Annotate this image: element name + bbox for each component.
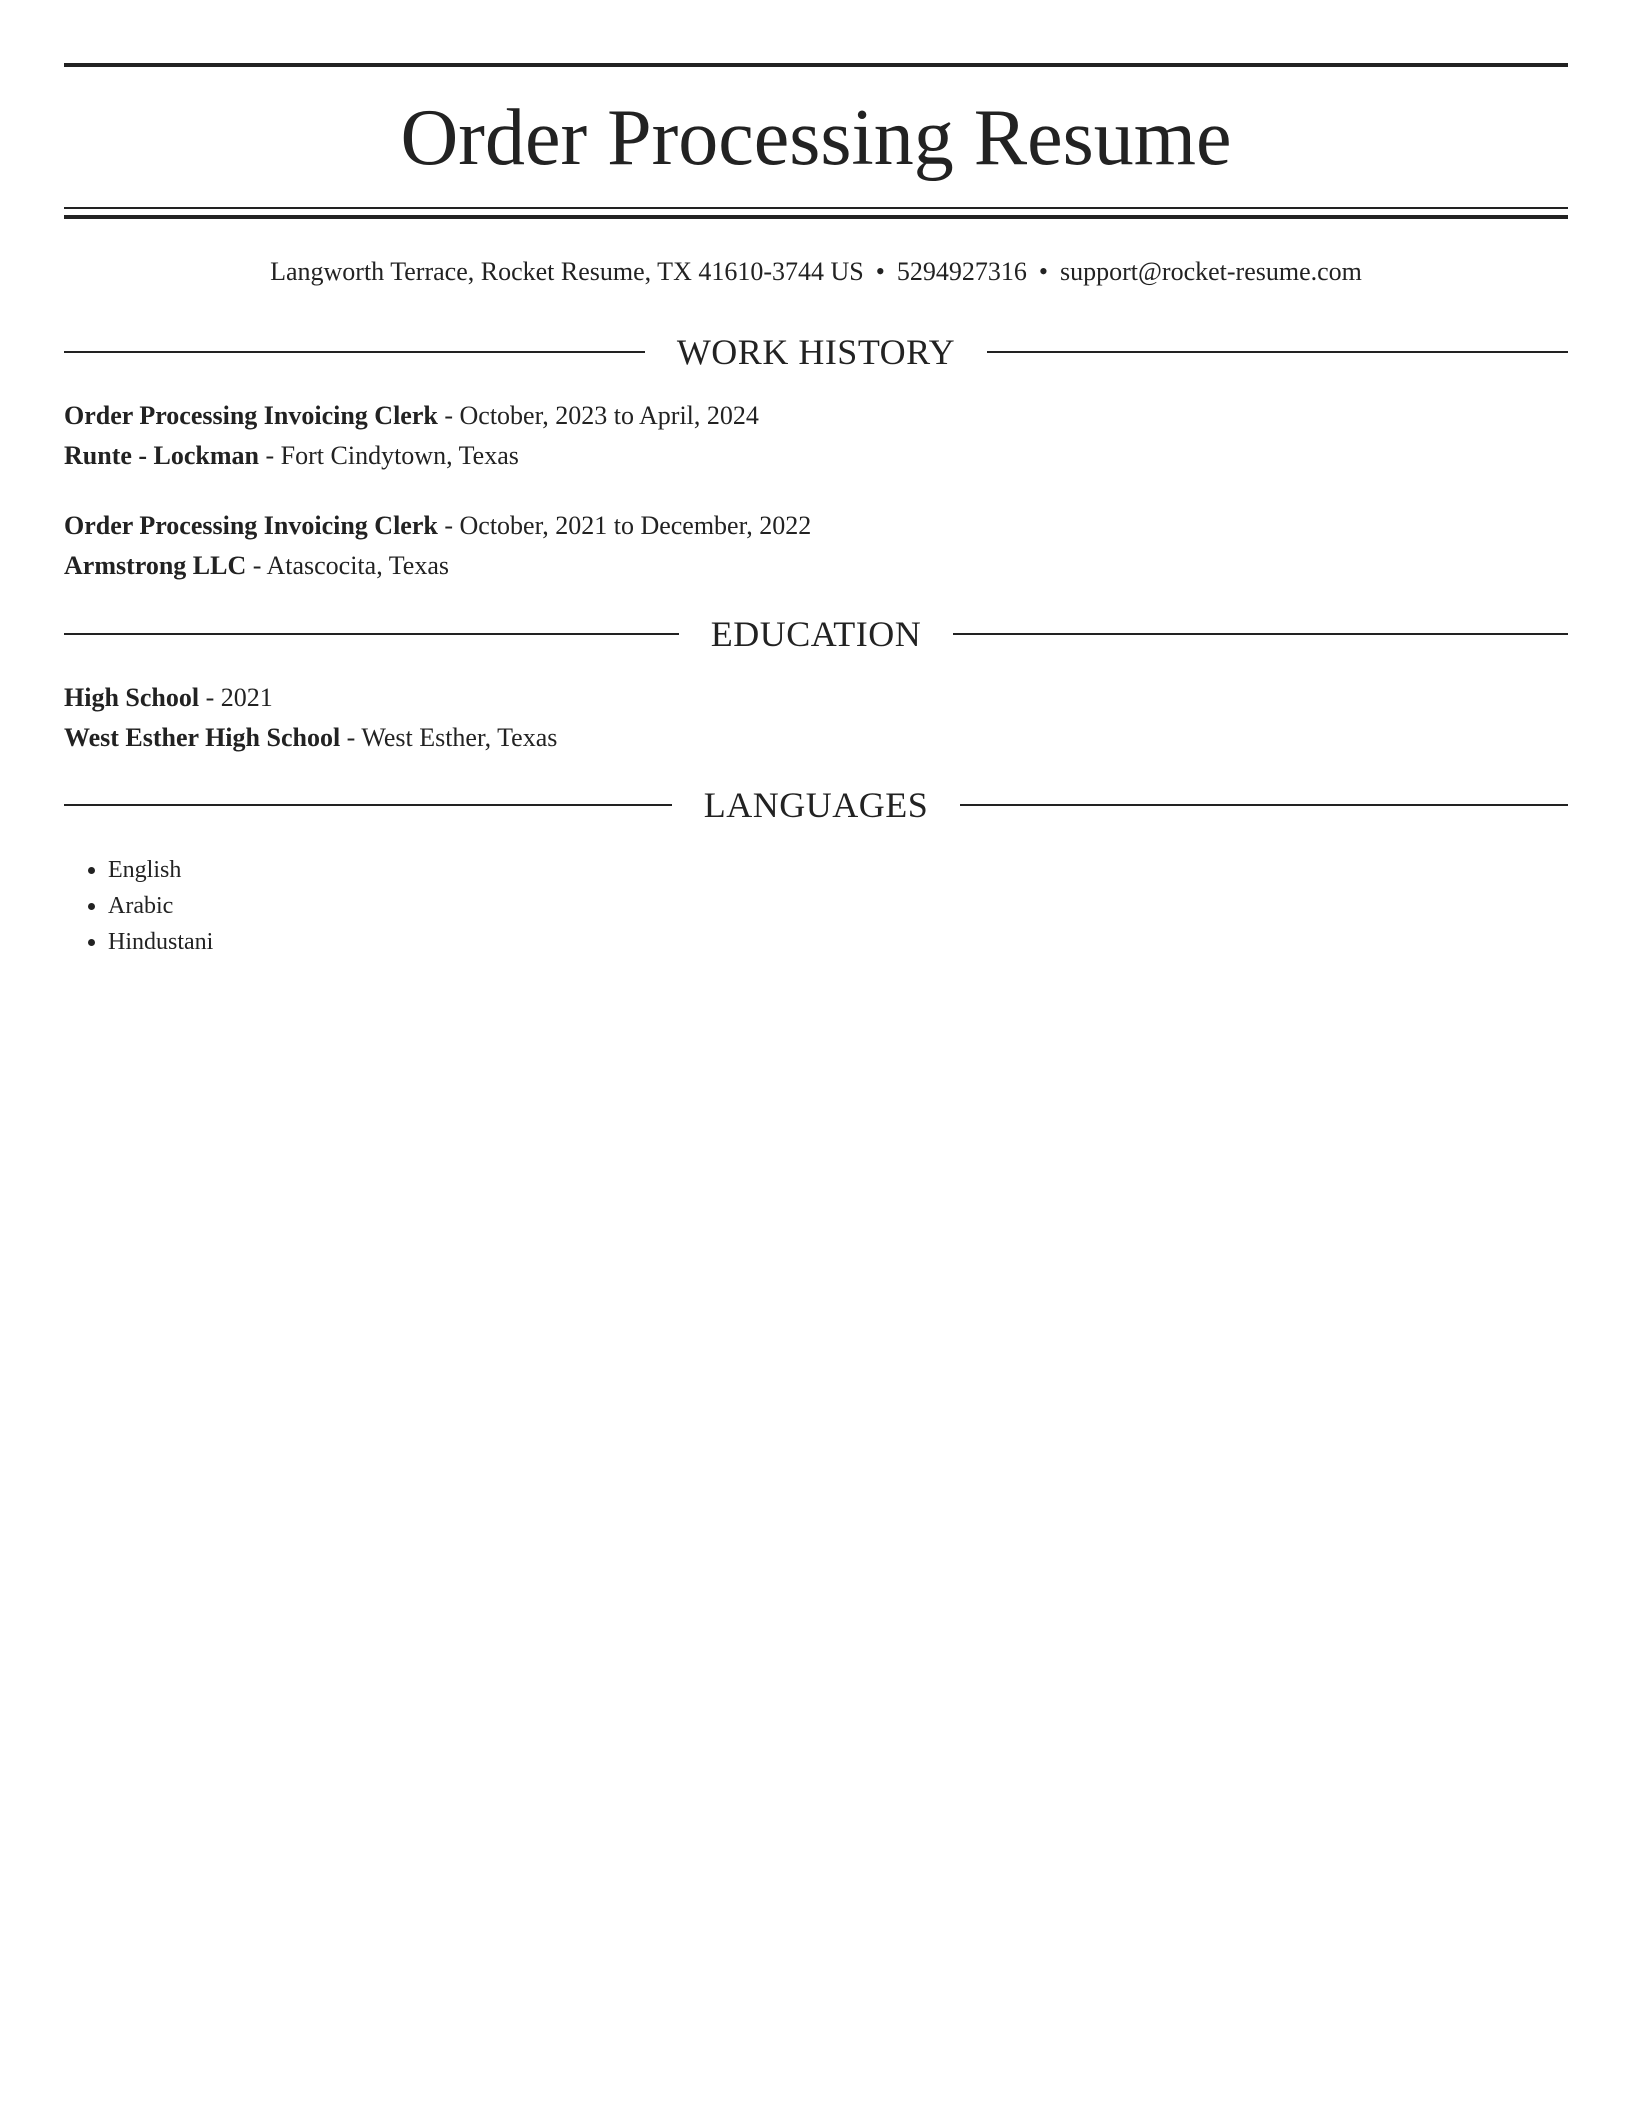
education-degree-line [64,678,1568,718]
heading-rule-right [960,804,1568,806]
contact-phone: 5294927316 [896,257,1027,286]
job-company: Runte - Lockman [64,441,260,470]
education-school-line [64,718,1568,758]
job-location: - Fort Cindytown, Texas [259,441,519,470]
contact-line [64,252,1568,292]
education-location: - West Esther, Texas [340,723,558,752]
job-title: Order Processing Invoicing Clerk [64,511,438,540]
job-dates: - October, 2023 to April, 2024 [437,401,759,430]
contact-email: support@rocket-resume.com [1059,257,1362,286]
section-title: WORK HISTORY [676,332,956,372]
title-rule-thin [64,207,1568,209]
heading-rule-left [64,804,672,806]
language-item: • Hindustani [108,924,213,960]
education-degree: High School [64,683,200,712]
language-item: • English [108,852,213,888]
job-title-line [64,506,1568,546]
job-company-line [64,436,1568,476]
resume-title: Order Processing Resume [400,94,1232,182]
heading-rule-right [953,633,1568,635]
contact-separator: • [875,257,885,286]
job-dates: - October, 2021 to December, 2022 [437,511,812,540]
job-company: Armstrong LLC [64,551,247,580]
job-title-line [64,396,1568,436]
section-heading-languages [64,780,1568,830]
education-school: West Esther High School [64,723,341,752]
title-rule-thick [64,215,1568,219]
section-title: EDUCATION [710,614,922,654]
contact-address: Langworth Terrace, Rocket Resume, TX 41610-3744 US [270,257,864,286]
language-item: • Arabic [108,888,213,924]
section-heading-education [64,609,1568,659]
job-title: Order Processing Invoicing Clerk [64,401,438,430]
job-company-line [64,546,1568,586]
contact-separator: • [1038,257,1048,286]
heading-rule-right [987,351,1568,353]
heading-rule-left [64,633,679,635]
top-rule [64,63,1568,67]
education-year: - 2021 [199,683,273,712]
section-heading-work-history [64,327,1568,377]
languages-list [64,852,213,960]
heading-rule-left [64,351,645,353]
job-location: - Atascocita, Texas [246,551,449,580]
section-title: LANGUAGES [703,785,929,825]
